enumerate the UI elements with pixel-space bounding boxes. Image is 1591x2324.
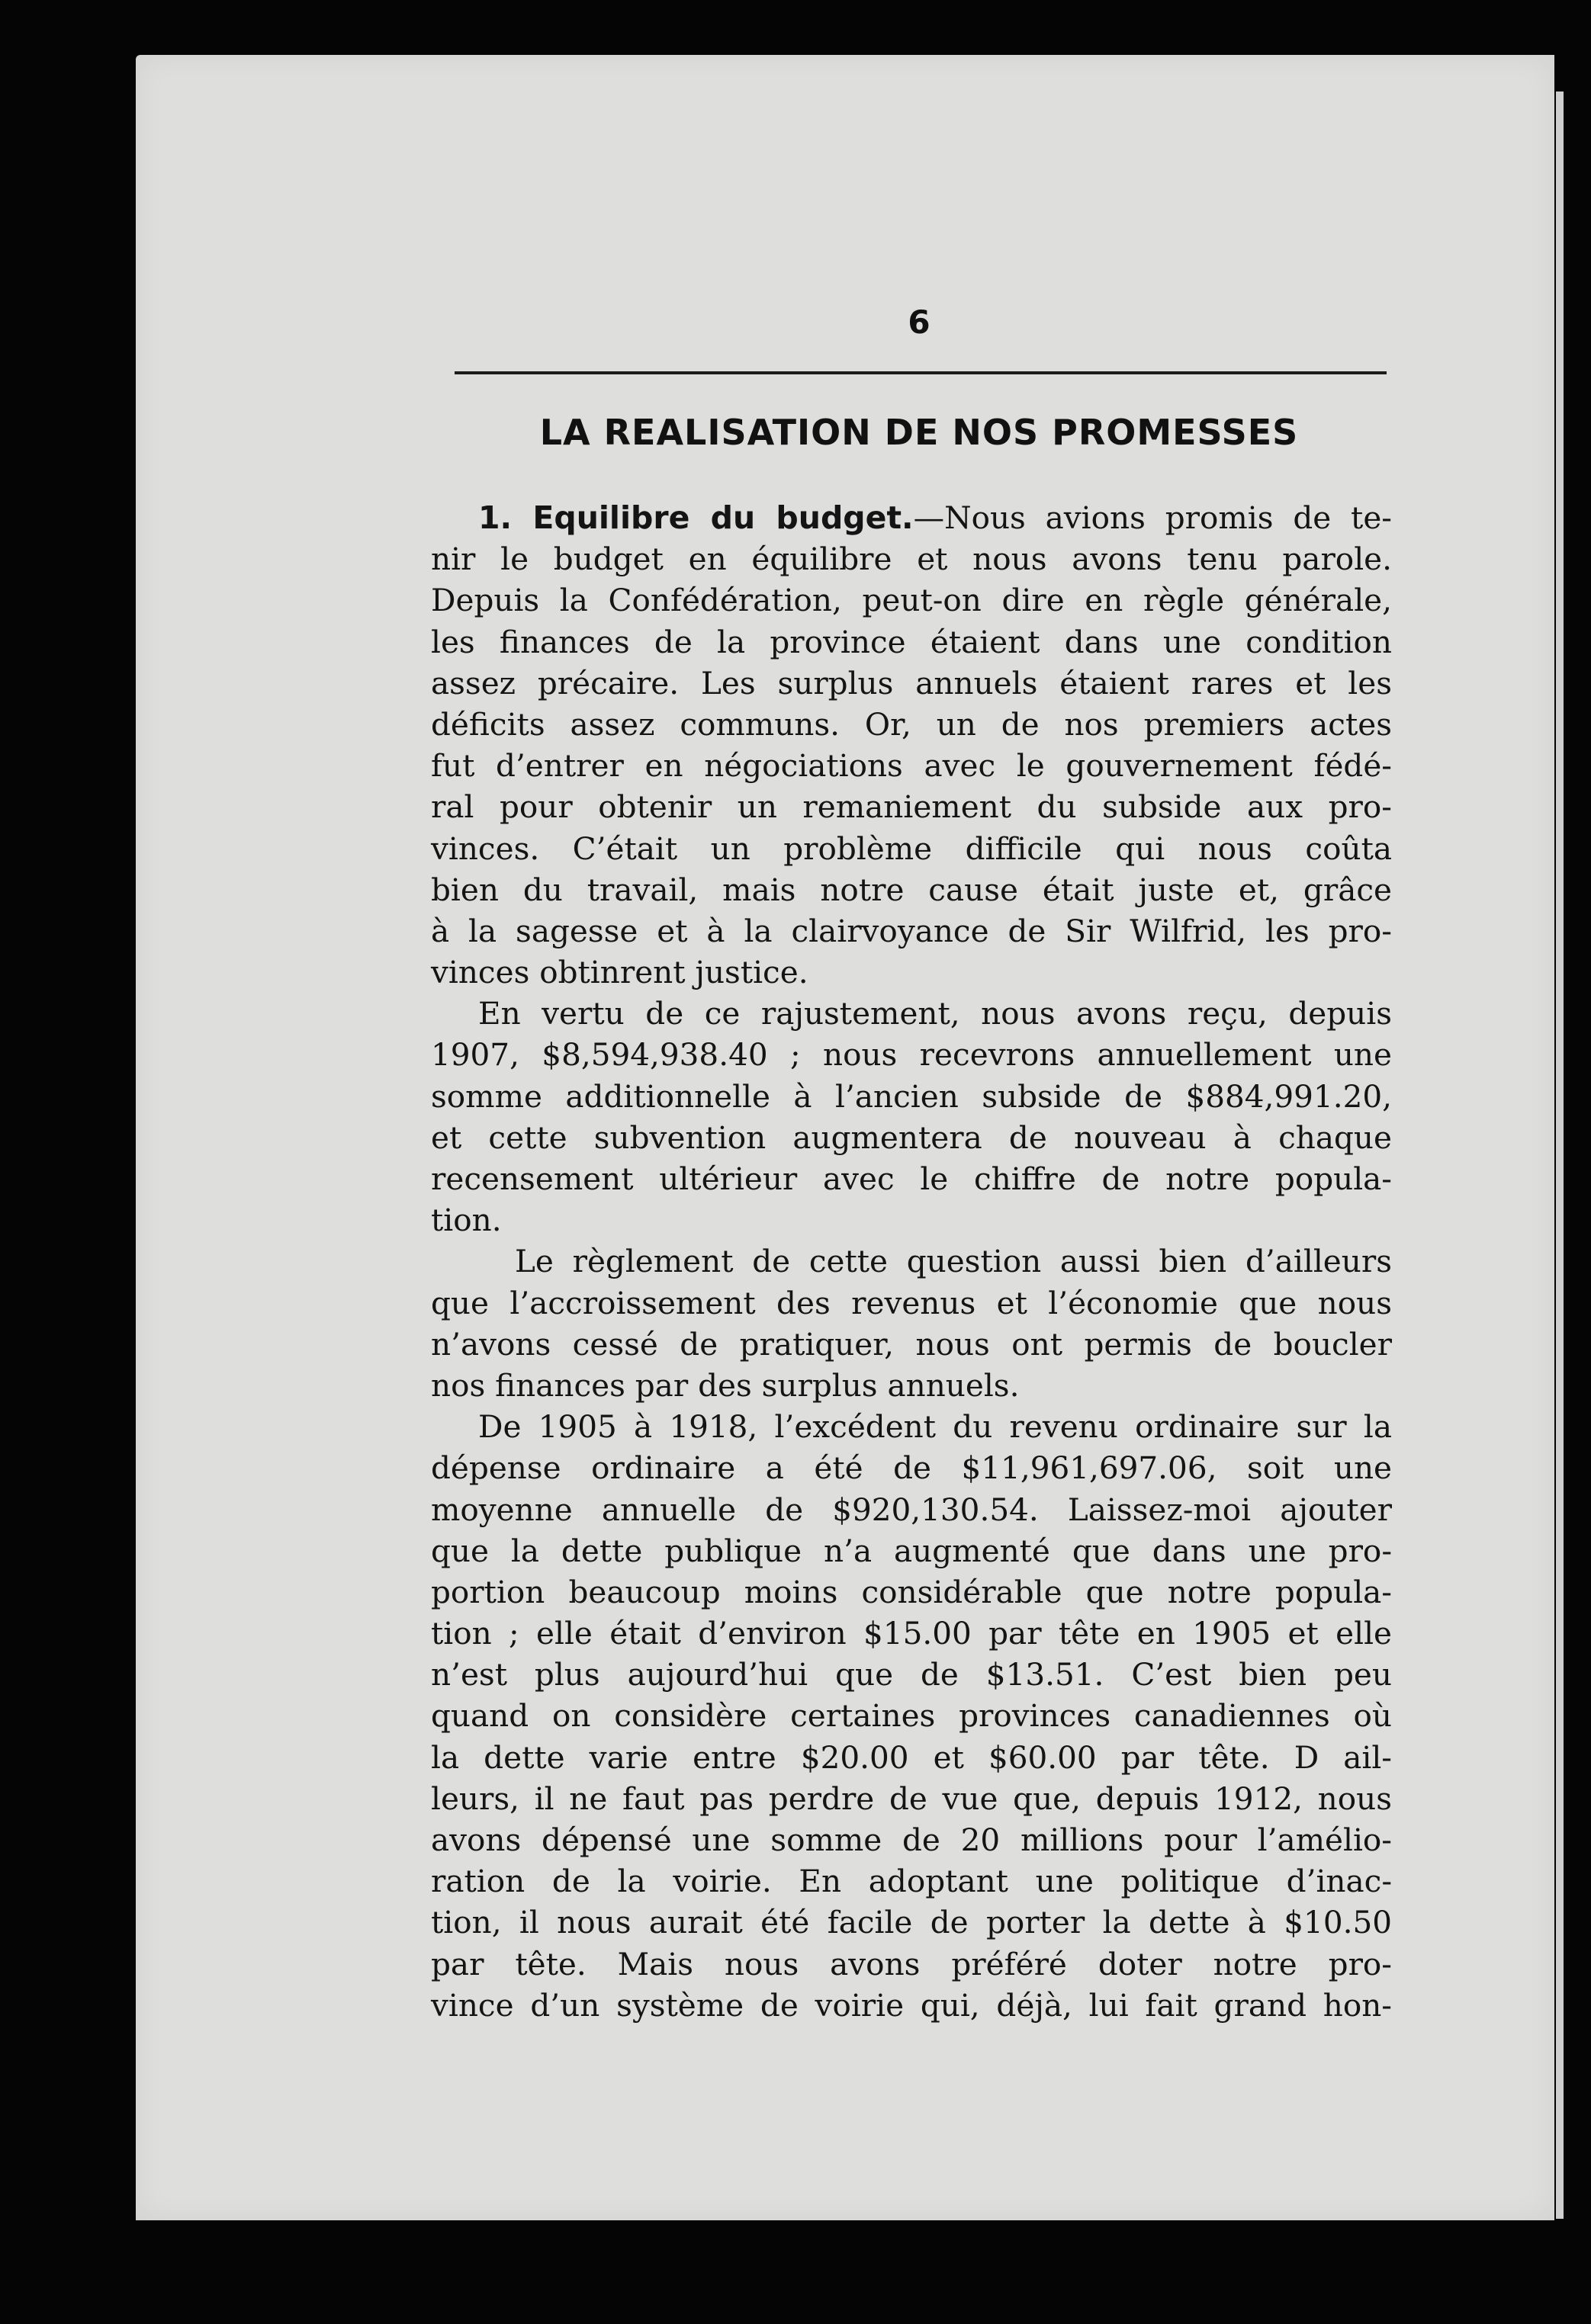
text-line: quand on considère certaines provinces canadiennes où	[431, 1697, 1392, 1735]
text-line: vinces. C’était un problème difficile qui nous coûta	[431, 830, 1392, 867]
text-line: moyenne annuelle de $920,130.54. Laissez-moi ajouter	[431, 1491, 1392, 1528]
page-number: 6	[908, 303, 930, 341]
text-line: leurs, il ne faut pas perdre de vue que, depuis 1912, nous	[431, 1780, 1392, 1817]
text-line: nir le budget en équilibre et nous avons tenu parole.	[431, 541, 1392, 578]
text-line: tion, il nous aurait été facile de porter la dette à $10.50	[431, 1904, 1392, 1941]
text-line: les finances de la province étaient dans une condition	[431, 623, 1392, 660]
text-line: avons dépensé une somme de 20 millions pour l’amélio-	[431, 1822, 1392, 1858]
header-rule	[455, 371, 1387, 374]
text-line: et cette subvention augmentera de nouveau à chaque	[431, 1119, 1392, 1156]
section-lead: 1. Equilibre du budget.	[478, 499, 914, 536]
text-line: dépense ordinaire a été de $11,961,697.06, soit une	[431, 1449, 1392, 1487]
text-line: que la dette publique n’a augmenté que dans une pro-	[431, 1532, 1392, 1569]
body-text	[431, 497, 1392, 2026]
text-line: tion.	[431, 1202, 502, 1239]
text-line: tion ; elle était d’environ $15.00 par tête en 1905 et elle	[431, 1615, 1392, 1652]
text-line: Le règlement de cette question aussi bien d’ailleurs	[515, 1243, 1392, 1280]
text-line: vinces obtinrent justice.	[431, 954, 808, 991]
text-line: portion beaucoup moins considérable que notre popula-	[431, 1573, 1392, 1610]
text-line: nos finances par des surplus annuels.	[431, 1366, 1020, 1404]
text-line: bien du travail, mais notre cause était juste et, grâce	[431, 871, 1392, 908]
text-line: somme additionnelle à l’ancien subside de $884,991.20,	[431, 1077, 1392, 1115]
text-line: Depuis la Confédération, peut-on dire en règle générale,	[431, 582, 1392, 619]
text-line: assez précaire. Les surplus annuels étaient rares et les	[431, 664, 1392, 701]
text-line: la dette varie entre $20.00 et $60.00 par tête. D ail-	[431, 1738, 1392, 1776]
page-edge	[1556, 91, 1564, 2219]
text-line: n’est plus aujourd’hui que de $13.51. C’est bien peu	[431, 1656, 1392, 1693]
text-line: ral pour obtenir un remaniement du subside aux pro-	[431, 788, 1392, 826]
text-line: par tête. Mais nous avons préféré doter notre pro-	[431, 1945, 1392, 1982]
text-line: En vertu de ce rajustement, nous avons reçu, depuis	[478, 995, 1392, 1032]
text-line: à la sagesse et à la clairvoyance de Sir Wilfrid, les pro-	[431, 912, 1392, 949]
text-line: que l’accroissement des revenus et l’économie que nous	[431, 1284, 1392, 1321]
text-line: 1. Equilibre du budget.—Nous avions promis de te-	[478, 499, 1392, 536]
text-line: 1907, $8,594,938.40 ; nous recevrons annuellement une	[431, 1036, 1392, 1074]
text-line: ration de la voirie. En adoptant une politique d’inac-	[431, 1863, 1392, 1900]
text-line: déficits assez communs. Or, un de nos premiers actes	[431, 705, 1392, 743]
text-line: recensement ultérieur avec le chiffre de notre popula-	[431, 1160, 1392, 1197]
text-line: fut d’entrer en négociations avec le gouvernement fédé-	[431, 747, 1392, 785]
text-line: vince d’un système de voirie qui, déjà, lui fait grand hon-	[431, 1986, 1392, 2024]
text-line: n’avons cessé de pratiquer, nous ont permis de boucler	[431, 1325, 1392, 1363]
text-line: De 1905 à 1918, l’excédent du revenu ordinaire sur la	[478, 1408, 1392, 1446]
page-heading: LA REALISATION DE NOS PROMESSES	[539, 412, 1299, 453]
